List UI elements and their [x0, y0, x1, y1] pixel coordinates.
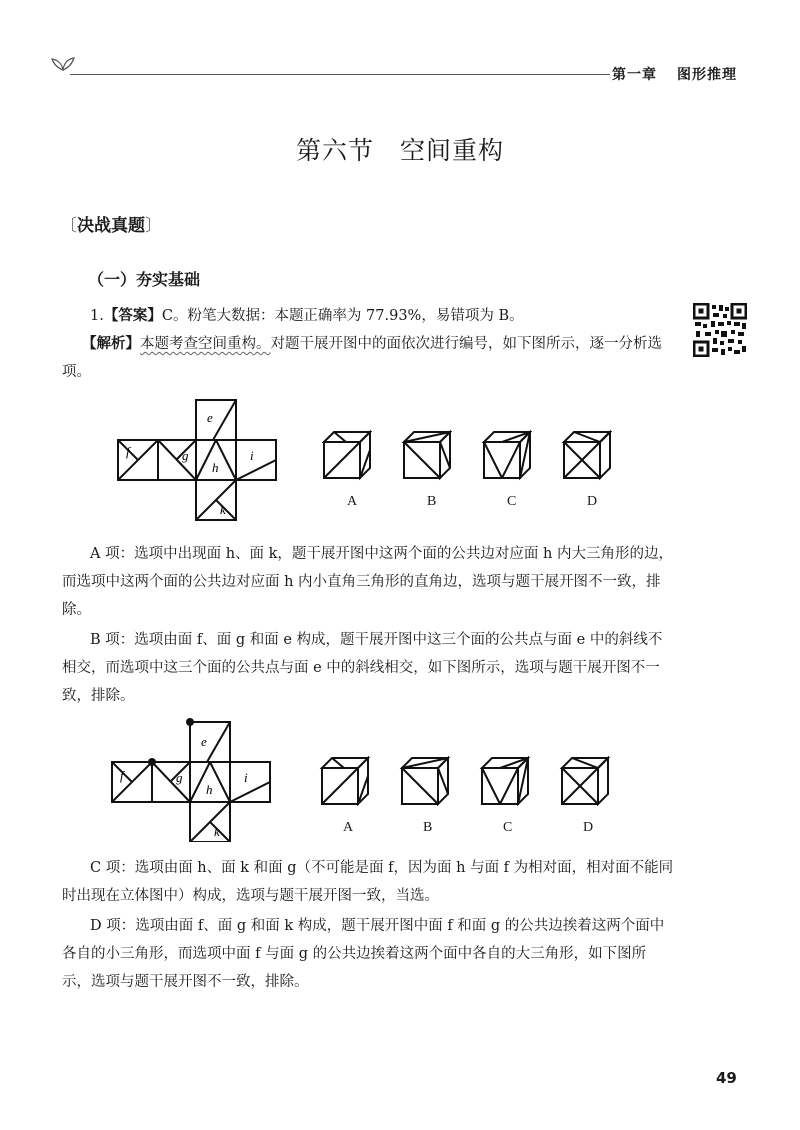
- face2-label-e: e: [201, 734, 207, 749]
- section-title: [0, 131, 800, 167]
- running-header: [612, 64, 737, 84]
- option2-label-a: A: [343, 820, 354, 835]
- face-label-h: h: [212, 460, 219, 475]
- answer-tag: 【答案】: [103, 308, 162, 324]
- cube2-option-d: [562, 758, 608, 804]
- option-c-explanation: C 项：选项由面 h、面 k 和面 g（不可能是面 f，因为面 h 与面 f 为相对面，相对面不能同时出现在立体图中）构成，选项与题干展开图一致，当选。: [62, 860, 674, 904]
- net2-face-i: [230, 762, 270, 802]
- option-a-explanation: A 项：选项中出现面 h、面 k，题干展开图中这两个面的公共边对应面 h 内大三角形的边，而选项中这两个面的公共边对应面 h 内小直角三角形的直角边，选项与题干展开图不一致，排除。: [62, 546, 673, 618]
- option-label-a: A: [347, 494, 358, 509]
- cube2-option-b: [402, 758, 448, 804]
- common-point-marker-1: [186, 718, 194, 726]
- analysis-key-point: 本题考查空间重构。: [140, 336, 271, 352]
- figure-2: [108, 718, 628, 846]
- analysis-paragraph: [62, 330, 674, 386]
- face-label-i: i: [250, 448, 254, 463]
- option2-label-b: B: [423, 820, 433, 835]
- option-label-b: B: [427, 494, 437, 509]
- option2-label-d: D: [583, 820, 594, 835]
- option-label-c: C: [507, 494, 517, 509]
- answer-text: C。粉笔大数据：本题正确率为 77.93%，易错项为 B。: [161, 308, 524, 324]
- face-label-e: e: [207, 410, 213, 425]
- header-rule: [70, 74, 610, 75]
- subhead-real-questions: 〔决战真题〕: [60, 216, 162, 236]
- face-label-f: f: [126, 444, 130, 459]
- subhead-basics: （一）夯实基础: [88, 270, 201, 289]
- cube-option-b: [404, 432, 450, 478]
- face2-label-f: f: [120, 768, 124, 783]
- question-number: 1.: [90, 308, 104, 324]
- cube2-option-a: [322, 758, 368, 804]
- option-d-explanation: D 项：选项由面 f、面 g 和面 k 构成，题干展开图中面 f 和面 g 的公共边挨着这两个面中各自的小三角形，而选项中面 f 与面 g 的公共边挨着这两个面中各自的大三角形，如下图所示，选项与题干展开图不一致，排除。: [62, 918, 665, 990]
- face2-label-h: h: [206, 782, 213, 797]
- face-label-g: g: [182, 448, 189, 463]
- section-name: 空间重构: [400, 136, 505, 165]
- net-face-i: [236, 440, 276, 480]
- qr-code-icon[interactable]: [693, 303, 747, 357]
- analysis-tag: 【解析】: [82, 336, 140, 352]
- face2-label-k: k: [214, 824, 220, 839]
- chapter-title: 图形推理: [677, 67, 737, 83]
- option-b-explanation: B 项：选项由面 f、面 g 和面 e 构成，题干展开图中这三个面的公共点与面 e 中的斜线不相交，而选项中这三个面的公共点与面 e 中的斜线相交，如下图所示，选项与题干展开图不一致，排除。: [62, 632, 663, 704]
- chapter-number: 第一章: [612, 67, 657, 83]
- face2-label-i: i: [244, 770, 248, 785]
- subhead-text: 决战真题: [77, 216, 145, 236]
- option-label-d: D: [587, 494, 598, 509]
- common-point-marker-2: [148, 758, 156, 766]
- cube-option-a: [324, 432, 370, 478]
- section-number: 第六节: [295, 136, 374, 165]
- figure-2-svg: [108, 718, 628, 842]
- figure-1-svg: [116, 398, 636, 522]
- option2-label-c: C: [503, 820, 513, 835]
- page-number: 49: [716, 1069, 737, 1087]
- face-label-k: k: [220, 502, 226, 517]
- answer-paragraph: [62, 302, 674, 330]
- leaf-icon: [50, 50, 76, 72]
- cube-option-d: [564, 432, 610, 478]
- figure-1: [116, 398, 636, 526]
- analysis-text: 对题干展开图中的面依次进行编号，如下图所示，逐一分析选项。: [62, 336, 662, 380]
- cube-option-c: [484, 432, 530, 478]
- cube2-option-c: [482, 758, 528, 804]
- face2-label-g: g: [176, 770, 183, 785]
